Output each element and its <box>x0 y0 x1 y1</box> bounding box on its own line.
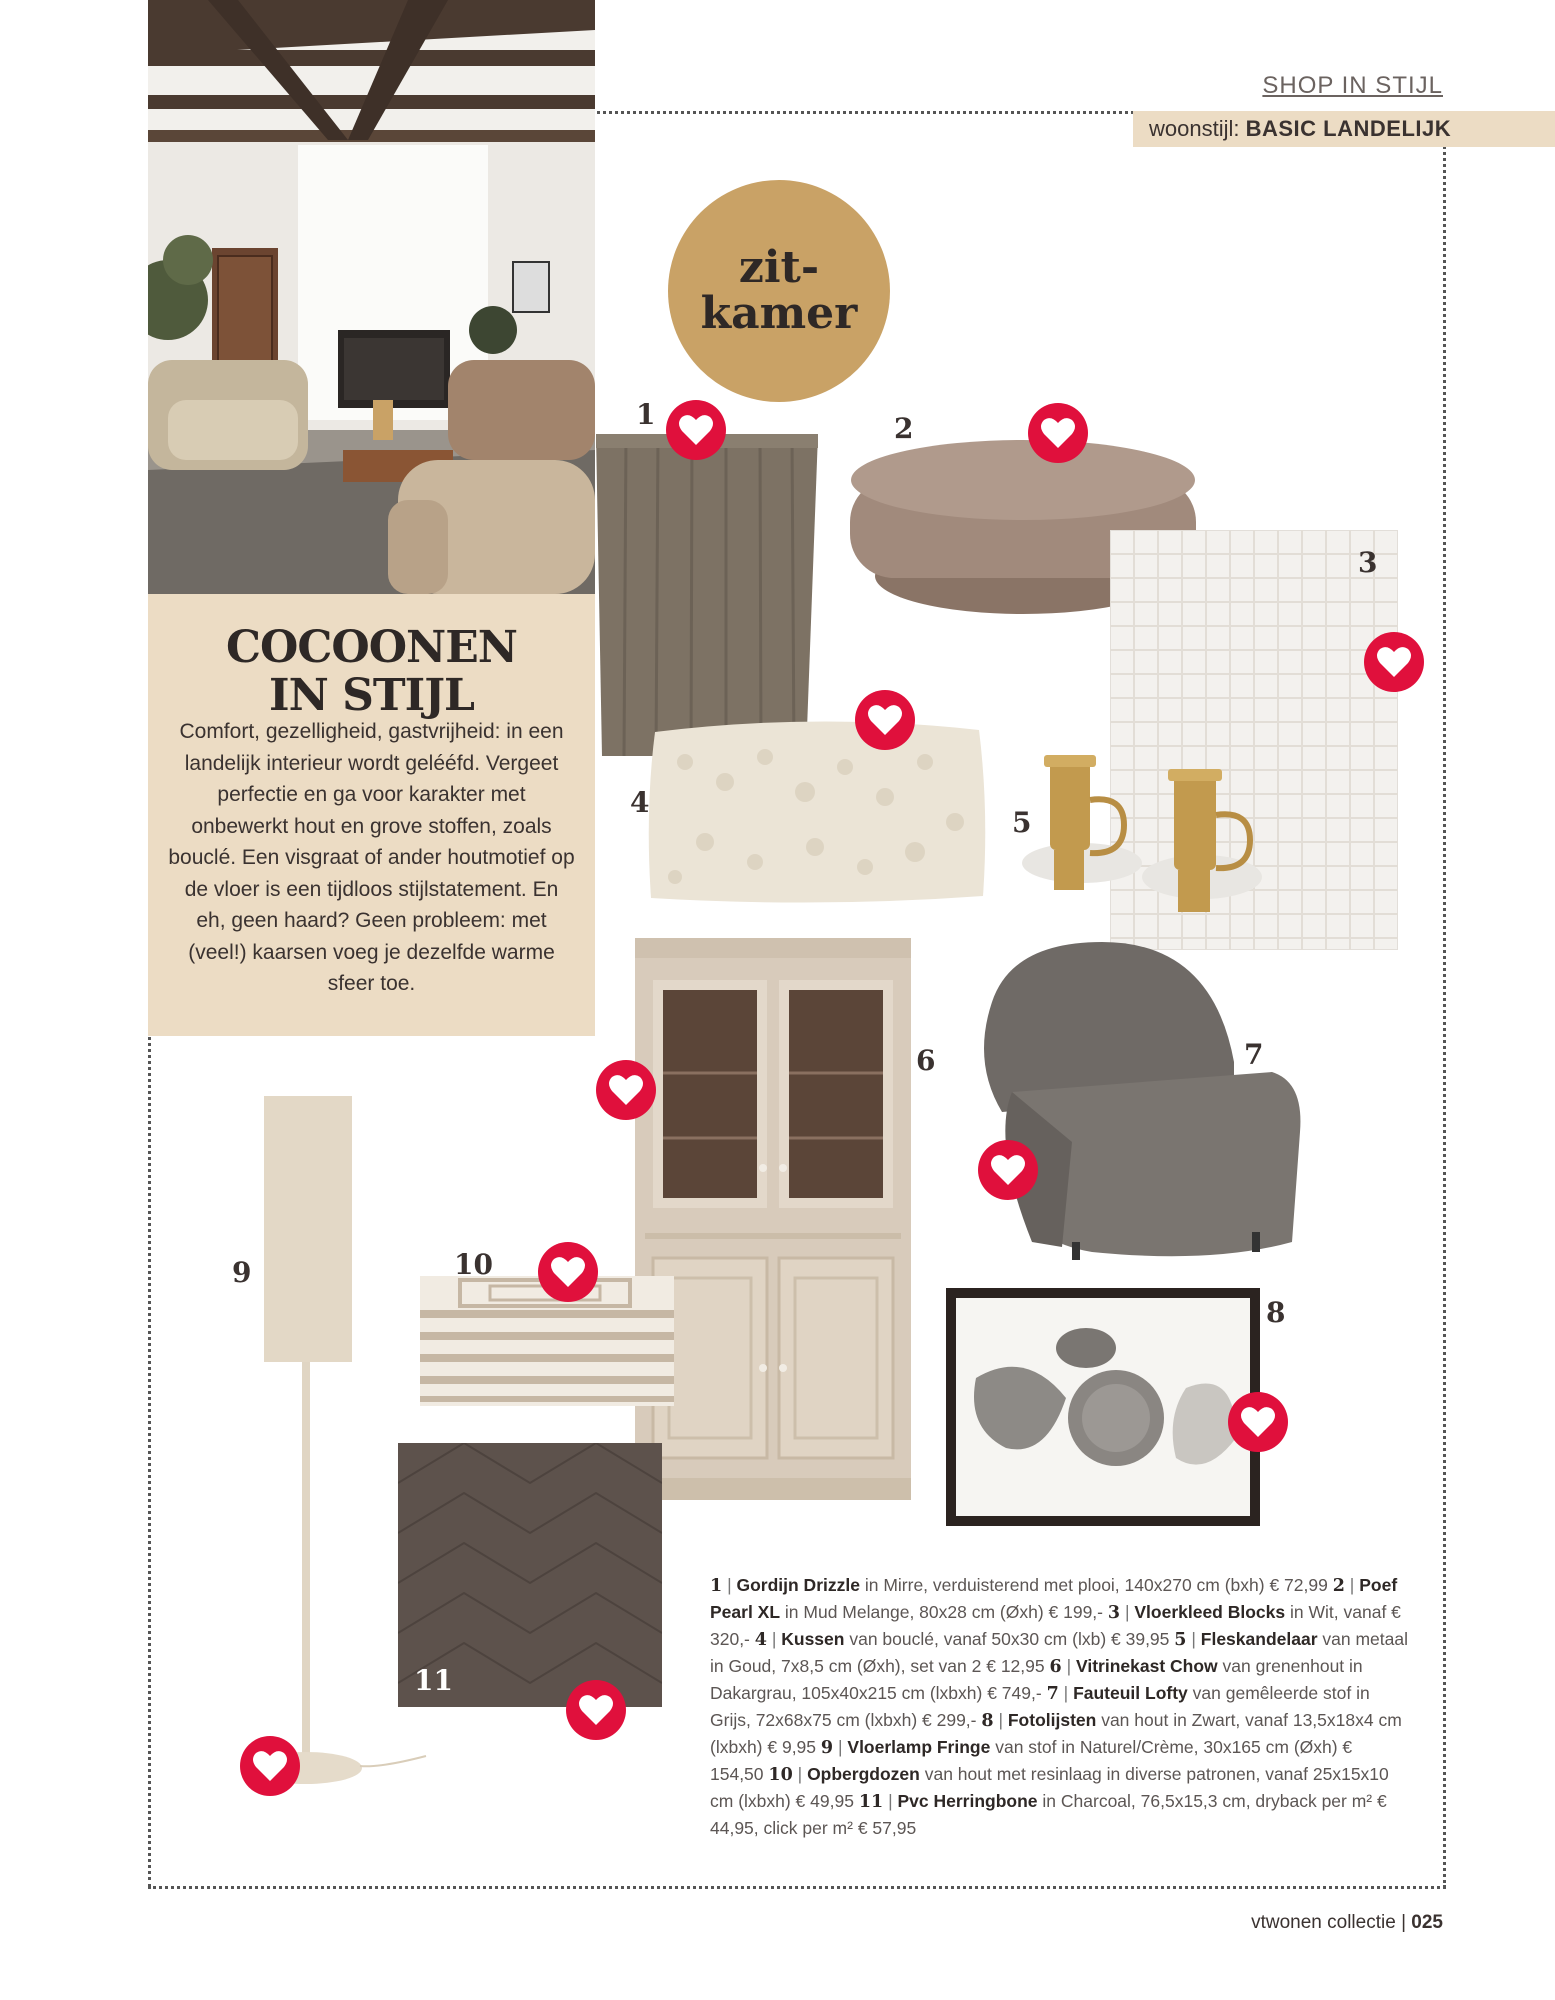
favorite-button-1[interactable] <box>666 400 726 460</box>
heart-icon <box>1240 1405 1276 1439</box>
heart-icon <box>1040 416 1076 450</box>
style-prefix: woonstijl: <box>1149 116 1240 141</box>
product-number-1: 1 <box>636 398 656 431</box>
style-name: BASIC LANDELIJK <box>1245 116 1452 141</box>
product-caption <box>710 1572 1410 1841</box>
intro-title-line-2: IN STIJL <box>269 670 474 721</box>
product-number-11: 11 <box>414 1664 453 1697</box>
magazine-name: vtwonen collectie <box>1251 1912 1396 1933</box>
product-number-5: 5 <box>1012 806 1032 839</box>
favorite-button-9[interactable] <box>240 1736 300 1796</box>
favorite-button-3[interactable] <box>1364 632 1424 692</box>
product-entry: 7 | Fauteuil Lofty van gemêleerde stof in Grijs, 72x68x75 cm (lxbxh) € 299,- <box>710 1683 1370 1730</box>
product-image-storage-box <box>420 1276 674 1406</box>
heart-icon <box>1376 645 1412 679</box>
heart-icon <box>990 1153 1026 1187</box>
favorite-button-7[interactable] <box>978 1140 1038 1200</box>
product-number-9: 9 <box>232 1256 252 1289</box>
product-image-photo-frame <box>946 1288 1260 1526</box>
product-entry: 2 | Poef Pearl XL in Mud Melange, 80x28 cm (Øxh) € 199,- <box>710 1575 1398 1622</box>
product-image-cushion <box>645 712 989 908</box>
page-number: 025 <box>1411 1912 1443 1933</box>
heart-icon <box>252 1749 288 1783</box>
frame-left-border <box>148 1030 151 1888</box>
product-number-10: 10 <box>454 1248 493 1281</box>
product-image-display-cabinet <box>635 938 911 1500</box>
favorite-button-2[interactable] <box>1028 403 1088 463</box>
room-badge-line-2: kamer <box>700 288 858 339</box>
favorite-button-4[interactable] <box>855 690 915 750</box>
frame-bottom-border <box>148 1886 1446 1889</box>
product-entry: 4 | Kussen van bouclé, vanaf 50x30 cm (lxb) € 39,95 <box>754 1629 1170 1650</box>
product-entry: 6 | Vitrinekast Chow van grenenhout in Dakargrau, 105x40x215 cm (lxbxh) € 749,- <box>710 1656 1363 1703</box>
intro-body: Comfort, gezelligheid, gastvrijheid: in een landelijk interieur wordt gelééfd. Vergeet perfectie en ga voor karakter met onbewerkt hout en grove stoffen, zoals bouclé. Een visgraat of ander houtmotief op de vloer is een tijdloos stijlstatement. En eh, geen haard? Geen probleem: met (veel!) kaarsen voeg je dezelfde warme sfeer toe. <box>168 720 575 995</box>
frame-right-border <box>1443 111 1446 1888</box>
product-entry: 8 | Fotolijsten van hout in Zwart, vanaf 13,5x18x4 cm (lxbxh) € 9,95 <box>710 1710 1402 1757</box>
product-number-8: 8 <box>1266 1296 1286 1329</box>
heart-icon <box>608 1073 644 1107</box>
footer-separator: | <box>1401 1912 1407 1933</box>
intro-box <box>148 594 595 1036</box>
intro-title <box>148 624 595 720</box>
heart-icon <box>678 413 714 447</box>
heart-icon <box>867 703 903 737</box>
product-entry: 1 | Gordijn Drizzle in Mirre, verduisterend met plooi, 140x270 cm (bxh) € 72,99 <box>710 1575 1328 1596</box>
product-image-armchair <box>972 942 1304 1264</box>
page-footer <box>1251 1912 1443 1934</box>
product-image-curtain <box>596 430 818 756</box>
product-number-7: 7 <box>1244 1038 1264 1071</box>
favorite-button-6[interactable] <box>596 1060 656 1120</box>
product-number-3: 3 <box>1358 546 1378 579</box>
intro-title-line-1: COCOONEN <box>226 622 517 673</box>
product-entry: 11 | Pvc Herringbone in Charcoal, 76,5x15,3 cm, dryback per m² € 44,95, click per m² € 57,95 <box>710 1791 1387 1838</box>
favorite-button-8[interactable] <box>1228 1392 1288 1452</box>
product-entry: 3 | Vloerkleed Blocks in Wit, vanaf € 320,- <box>710 1602 1401 1649</box>
product-entry: 5 | Fleskandelaar van metaal in Goud, 7x8,5 cm (Øxh), set van 2 € 12,95 <box>710 1629 1408 1676</box>
product-number-4: 4 <box>630 786 650 819</box>
product-entry: 10 | Opbergdozen van hout met resinlaag in diverse patronen, vanaf 25x15x10 cm (lxbxh) € 49,95 <box>710 1764 1389 1811</box>
section-title: SHOP IN STIJL <box>1262 72 1443 99</box>
product-image-candle-holders <box>1012 755 1277 920</box>
heart-icon <box>578 1693 614 1727</box>
room-badge-line-1: zit- <box>738 242 820 293</box>
product-entry: 9 | Vloerlamp Fringe van stof in Naturel/Crème, 30x165 cm (Øxh) € 154,50 <box>710 1737 1353 1784</box>
product-number-6: 6 <box>916 1044 936 1077</box>
heart-icon <box>550 1255 586 1289</box>
product-number-2: 2 <box>894 412 914 445</box>
living-room-photo <box>148 0 595 594</box>
room-badge <box>668 180 890 402</box>
favorite-button-10[interactable] <box>538 1242 598 1302</box>
favorite-button-11[interactable] <box>566 1680 626 1740</box>
style-tag <box>1133 111 1555 147</box>
